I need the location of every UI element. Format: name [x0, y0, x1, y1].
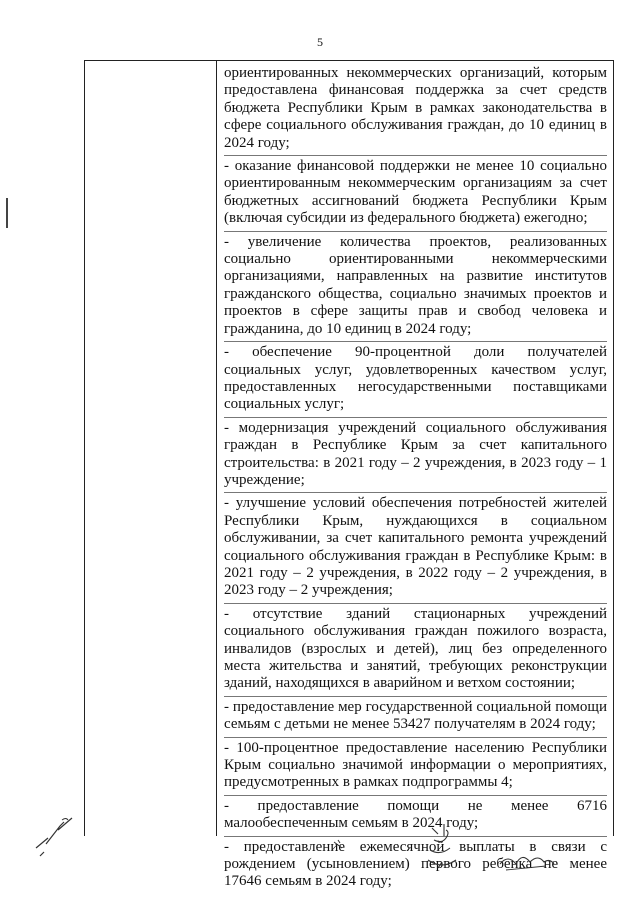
page-number: 5 [317, 35, 323, 49]
list-item: - предоставление ежемесячной выплаты в связи с рождением (усыновлением) первого ребенка не менее 17646 семьям в 2024 году; [224, 838, 607, 890]
list-item: - оказание финансовой поддержки не менее 10 социально ориентированным некоммерческим организациям за счет бюджетных ассигнований бюджета Республики Крым (включая субсидии из федерального бюджета) ежегодно; [224, 158, 607, 232]
document-table [84, 60, 614, 890]
list-item: - отсутствие зданий стационарных учреждений социального обслуживания граждан пожилого возраста, инвалидов (взрослых и детей), лиц без определенного места жительства и занятий, требующих реконструкции зданий, находящихся в аварийном и ветхом состоянии; [224, 606, 607, 697]
table-left-column [85, 61, 217, 836]
list-item: - предоставление мер государственной социальной помощи семьям с детьми не менее 53427 получателям в 2024 году; [224, 699, 607, 738]
scan-edge-mark [6, 198, 8, 228]
list-item: - увеличение количества проектов, реализованных социально ориентированными некоммерческими организациями, направленных на развитие институтов гражданского общества, социально значимых проектов и проектов в сфере защиты прав и свобод человека и гражданина, до 10 единиц в 2024 году; [224, 234, 607, 342]
list-item: ориентированных некоммерческих организаций, которым предоставлена финансовая поддержка за счет средств бюджета Республики Крым в рамках законодательства в сфере социального обслуживания граждан, до 10 единиц в 2024 году; [224, 65, 607, 156]
list-item: - предоставление помощи не менее 6716 малообеспеченным семьям в 2024 году; [224, 798, 607, 837]
small-mark [332, 838, 348, 852]
table-right-column [217, 61, 613, 896]
list-item: - обеспечение 90-процентной доли получателей социальных услуг, удовлетворенных качеством услуг, предоставленных негосударственными поставщиками социальных услуг; [224, 344, 607, 418]
list-item: - модернизация учреждений социального обслуживания граждан в Республике Крым за счет капитального строительства: в 2021 году – 2 учреждения, в 2023 году – 1 учреждение; [224, 420, 607, 494]
handwritten-signature-left [28, 800, 88, 860]
list-item: - 100-процентное предоставление населению Республики Крым социально значимой информации о мероприятиях, предусмотренных в рамках подпрограммы 4; [224, 740, 607, 796]
list-item: - улучшение условий обеспечения потребностей жителей Республики Крым, нуждающихся в социальном обслуживании, за счет капитального ремонта учреждений социального обслуживания граждан в Республике Крым: в 2021 году – 2 учреждения, в 2022 году – 2 учреждения, в 2023 году – 2 учреждения; [224, 495, 607, 603]
handwritten-signature-right [420, 820, 600, 890]
